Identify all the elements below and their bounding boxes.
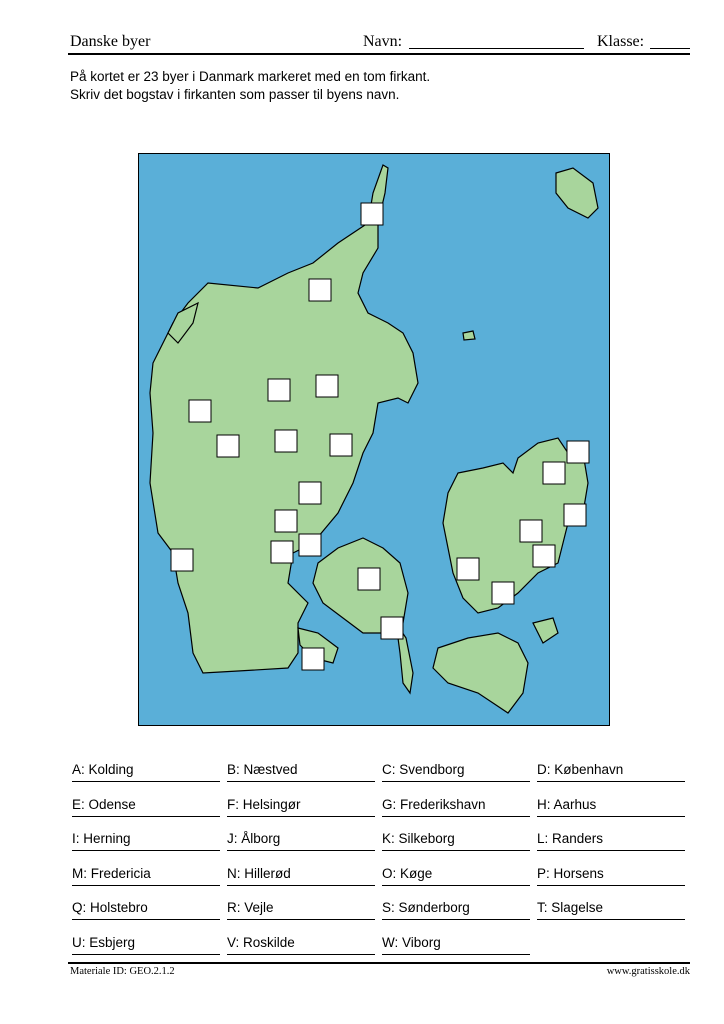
city-answer-box[interactable] [275, 430, 297, 452]
city-option: A: Kolding [72, 762, 220, 782]
city-answer-box[interactable] [299, 482, 321, 504]
city-answer-box[interactable] [299, 534, 321, 556]
instructions [70, 68, 430, 104]
city-option: D: København [537, 762, 685, 782]
instruction-line: Skriv det bogstav i firkanten som passer til byens navn. [70, 87, 400, 102]
city-answer-box[interactable] [302, 648, 324, 670]
city-option: H: Aarhus [537, 797, 685, 817]
city-answer-box[interactable] [457, 558, 479, 580]
city-option: K: Silkeborg [382, 831, 530, 851]
city-option: Q: Holstebro [72, 900, 220, 920]
city-answer-box[interactable] [171, 549, 193, 571]
name-label: Navn: [363, 33, 403, 50]
city-option: P: Horsens [537, 866, 685, 886]
city-option: O: Køge [382, 866, 530, 886]
website: www.gratisskole.dk [606, 966, 690, 977]
city-option: L: Randers [537, 831, 685, 851]
city-answer-box[interactable] [533, 545, 555, 567]
footer-divider [68, 962, 690, 964]
city-option: F: Helsingør [227, 797, 375, 817]
city-option: B: Næstved [227, 762, 375, 782]
denmark-map [138, 153, 610, 726]
city-answer-box[interactable] [381, 617, 403, 639]
class-field[interactable] [650, 48, 690, 49]
city-option: I: Herning [72, 831, 220, 851]
city-option: V: Roskilde [227, 935, 375, 955]
worksheet-title: Danske byer [70, 33, 151, 50]
city-answer-box[interactable] [268, 379, 290, 401]
city-option: R: Vejle [227, 900, 375, 920]
city-answer-box[interactable] [189, 400, 211, 422]
city-answer-box[interactable] [520, 520, 542, 542]
city-answer-box[interactable] [309, 279, 331, 301]
city-option: S: Sønderborg [382, 900, 530, 920]
city-answer-box[interactable] [567, 441, 589, 463]
city-answer-box[interactable] [564, 504, 586, 526]
header-divider [68, 53, 690, 55]
city-answer-box[interactable] [358, 568, 380, 590]
class-label: Klasse: [597, 33, 645, 50]
city-answer-box[interactable] [361, 203, 383, 225]
city-answer-box[interactable] [275, 510, 297, 532]
city-answer-box[interactable] [271, 541, 293, 563]
city-answer-box[interactable] [217, 435, 239, 457]
name-field[interactable] [409, 48, 584, 49]
city-option: C: Svendborg [382, 762, 530, 782]
instruction-line: På kortet er 23 byer i Danmark markeret med en tom firkant. [70, 69, 431, 84]
anholt-island [463, 331, 475, 340]
city-answer-box[interactable] [316, 375, 338, 397]
city-option: J: Ålborg [227, 831, 375, 851]
city-option: M: Fredericia [72, 866, 220, 886]
material-id: Materiale ID: GEO.2.1.2 [70, 966, 175, 977]
city-answer-box[interactable] [330, 434, 352, 456]
city-answer-box[interactable] [543, 462, 565, 484]
city-option: E: Odense [72, 797, 220, 817]
city-answer-box[interactable] [492, 582, 514, 604]
city-option: W: Viborg [382, 935, 530, 955]
city-option: N: Hillerød [227, 866, 375, 886]
city-option: G: Frederikshavn [382, 797, 530, 817]
city-option: T: Slagelse [537, 900, 685, 920]
city-option: U: Esbjerg [72, 935, 220, 955]
